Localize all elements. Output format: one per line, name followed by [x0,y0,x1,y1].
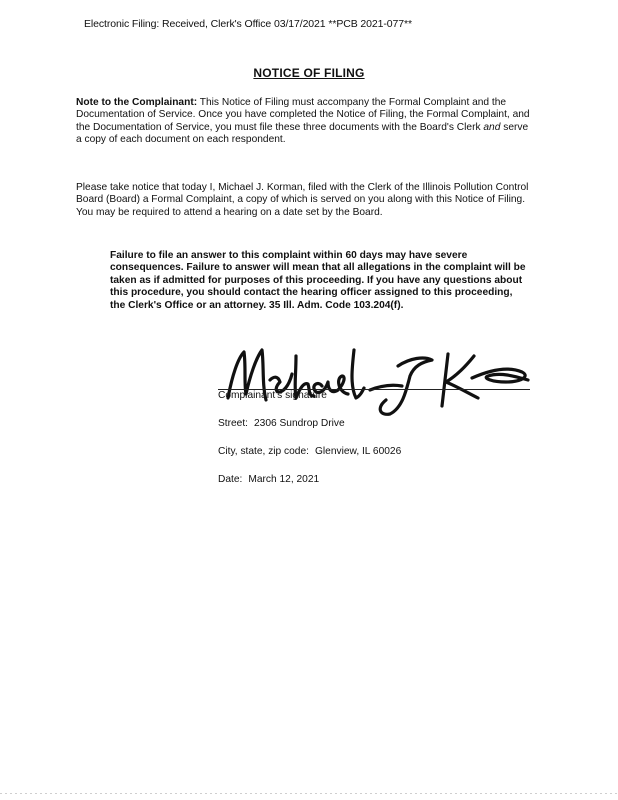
city-value: Glenview, IL 60026 [314,446,402,457]
failure-to-answer-warning: Failure to file an answer to this complaint within 60 days may have severe consequences. Failure to answer will mean that all allegations in the complaint will be taken as if admitted for purposes of this proceeding. If you have any questions about this procedure, you should contact the hearing officer assigned to this proceeding, the Clerk's Office or an attorney. 35 Ill. Adm. Code 103.204(f). [110,250,526,311]
scan-artifact-line [0,793,618,794]
date-value: March 12, 2021 [248,474,320,485]
city-state-zip-field [218,446,401,457]
signature-label: Complainant's signature [218,390,327,401]
electronic-filing-stamp: Electronic Filing: Received, Clerk's Office 03/17/2021 **PCB 2021-077** [84,18,412,30]
note-to-complainant-paragraph [76,97,536,147]
note-text-part-1: This Notice of Filing must accompany the Formal Complaint and the Documentation of Service. Once you have completed the Notice of Filing, the Formal Complaint, and the Documentation of Service, you must file these three documents with the Board's Clerk [76,97,530,133]
city-label: City, state, zip code: [218,446,309,457]
note-text-emphasis: and [483,121,501,133]
note-text-part-2: serve a copy of each document on each respondent. [76,121,529,146]
handwritten-signature [210,336,540,426]
date-label: Date: [218,474,243,485]
street-value: 2306 Sundrop Drive [254,418,345,429]
note-label: Note to the Complainant: [76,97,198,108]
street-label: Street: [218,418,249,429]
date-field [218,474,319,485]
page-title: NOTICE OF FILING [253,66,365,80]
notice-paragraph: Please take notice that today I, Michael J. Korman, filed with the Clerk of the Illinois Pollution Control Board (Board) a Formal Complaint, a copy of which is served on you along with this Notice of Filing. You may be required to attend a hearing on a date set by the Board. [76,182,529,218]
street-field [218,418,345,429]
